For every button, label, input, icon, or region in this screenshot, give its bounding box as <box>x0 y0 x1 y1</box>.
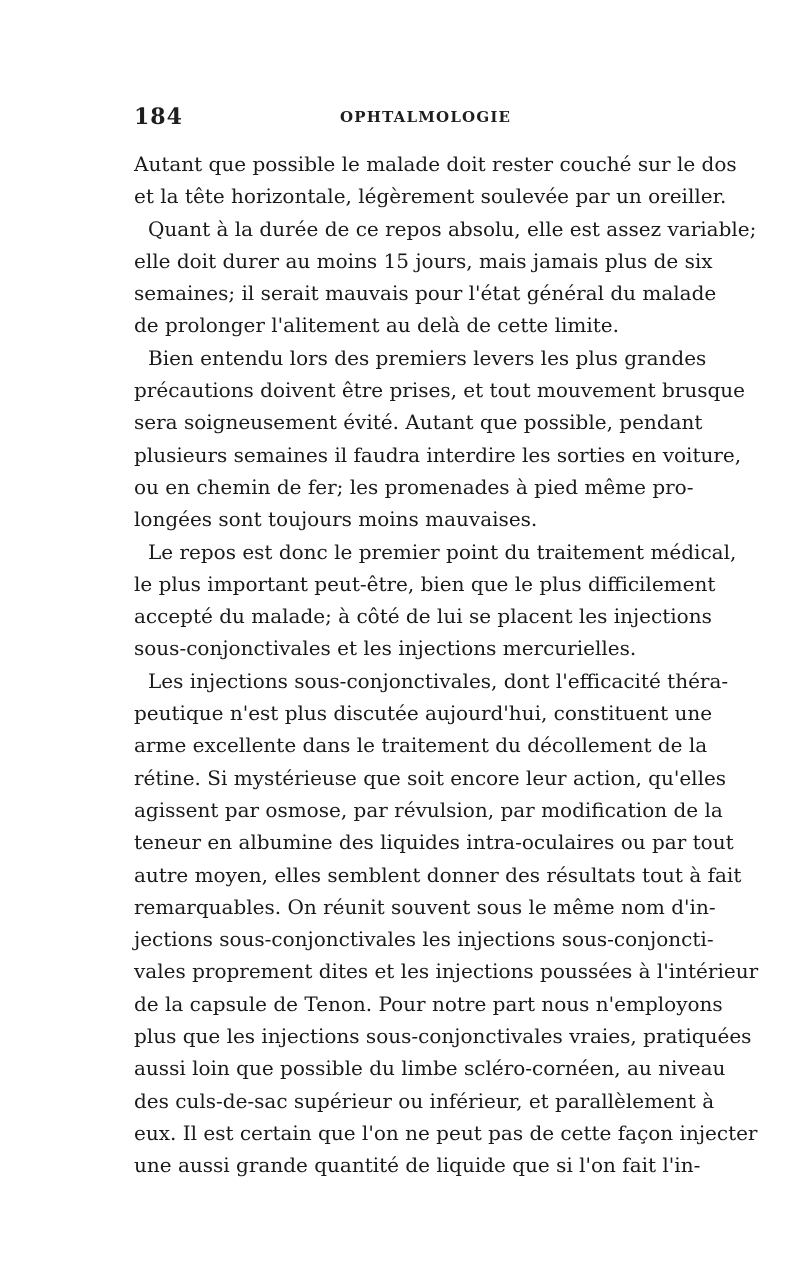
text-line: jections sous-conjonctivales les injections sous-conjoncti- <box>134 927 714 952</box>
text-line: semaines; il serait mauvais pour l'état général du malade <box>134 281 717 306</box>
paragraph-start-line: Les injections sous-conjonctivales, dont l'efficacité théra- <box>148 668 729 693</box>
page-header <box>134 100 674 134</box>
text-line: précautions doivent être prises, et tout mouvement brusque <box>134 378 746 403</box>
paragraph-start-line: Le repos est donc le premier point du traitement médical, <box>148 539 737 564</box>
text-line: autre moyen, elles semblent donner des résultats tout à fait <box>134 862 742 887</box>
running-title: OPHTALMOLOGIE <box>340 108 512 126</box>
text-line: eux. Il est certain que l'on ne peut pas de cette façon injecter <box>134 1120 758 1145</box>
text-line: plus que les injections sous-conjonctivales vraies, pratiquées <box>134 1024 752 1049</box>
text-line: de la capsule de Tenon. Pour notre part nous n'employons <box>134 991 723 1016</box>
text-line: aussi loin que possible du limbe scléro-cornéen, au niveau <box>134 1056 726 1081</box>
text-line: des culs-de-sac supérieur ou inférieur, et parallèlement à <box>134 1088 715 1113</box>
text-line: sous-conjonctivales et les injections mercurielles. <box>134 636 637 661</box>
text-line: teneur en albumine des liquides intra-oculaires ou par tout <box>134 830 734 855</box>
text-line: vales proprement dites et les injections poussées à l'intérieur <box>134 959 759 984</box>
text-line: accepté du malade; à côté de lui se placent les injections <box>134 604 712 629</box>
paragraph-start-line: Quant à la durée de ce repos absolu, elle est assez variable; <box>148 216 757 241</box>
body-text <box>134 148 759 1182</box>
text-line: agissent par osmose, par révulsion, par modification de la <box>134 797 723 822</box>
text-line: plusieurs semaines il faudra interdire les sorties en voiture, <box>134 442 742 467</box>
text-line: de prolonger l'alitement au delà de cette limite. <box>134 313 619 338</box>
text-line: ou en chemin de fer; les promenades à pied même pro- <box>134 474 694 499</box>
text-line: longées sont toujours moins mauvaises. <box>134 507 538 532</box>
text-line: arme excellente dans le traitement du décollement de la <box>134 733 708 758</box>
text-line: Autant que possible le malade doit rester couché sur le dos <box>134 152 737 176</box>
text-line: et la tête horizontale, légèrement soulevée par un oreiller. <box>134 184 727 209</box>
text-line: une aussi grande quantité de liquide que si l'on fait l'in- <box>134 1153 701 1178</box>
page-number: 184 <box>134 104 183 130</box>
text-line: elle doit durer au moins 15 jours, mais jamais plus de six <box>134 248 713 273</box>
text-line: rétine. Si mystérieuse que soit encore leur action, qu'elles <box>134 765 727 790</box>
paragraph-start-line: Bien entendu lors des premiers levers les plus grandes <box>148 345 707 370</box>
text-line: remarquables. On réunit souvent sous le même nom d'in- <box>134 894 716 919</box>
text-line: le plus important peut-être, bien que le plus difficilement <box>134 571 716 596</box>
text-line: peutique n'est plus discutée aujourd'hui, constituent une <box>134 701 713 726</box>
text-line: sera soigneusement évité. Autant que possible, pendant <box>134 410 703 435</box>
